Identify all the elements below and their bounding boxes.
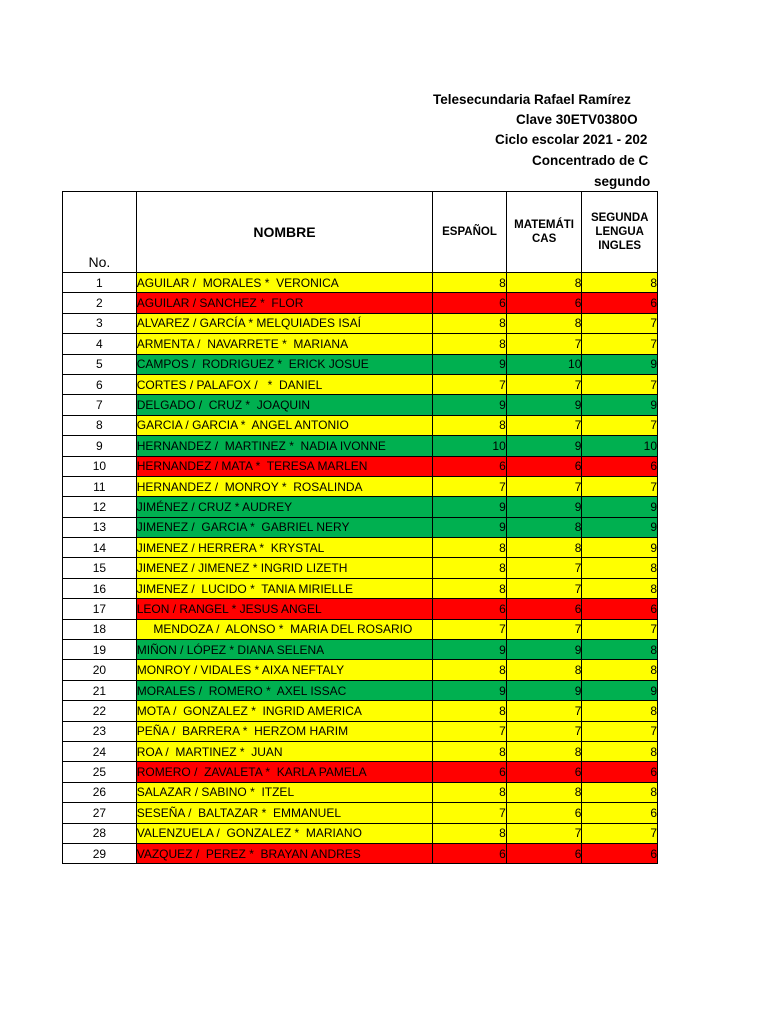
row-number-cell[interactable]: 22 [63, 701, 137, 721]
grade-matematicas-cell[interactable]: 8 [506, 660, 582, 680]
row-number-cell[interactable]: 28 [63, 823, 137, 843]
grade-matematicas-cell[interactable]: 9 [506, 395, 582, 415]
grade-matematicas-cell[interactable]: 8 [506, 517, 582, 537]
grade-ingles-cell[interactable]: 6 [582, 456, 658, 476]
grade-ingles-cell[interactable]: 9 [582, 354, 658, 374]
table-header-row [63, 192, 658, 273]
row-number-cell[interactable]: 5 [63, 354, 137, 374]
grade-matematicas-cell[interactable]: 6 [506, 843, 582, 863]
school-year: Ciclo escolar 2021 - 202 [495, 132, 648, 147]
grade-matematicas-cell[interactable]: 8 [506, 273, 582, 293]
table-row [63, 456, 658, 476]
student-name-cell[interactable]: AGUILAR / SANCHEZ * FLOR [136, 293, 433, 313]
grade-ingles-cell[interactable]: 7 [582, 721, 658, 741]
grade-matematicas-cell[interactable]: 9 [506, 436, 582, 456]
grade-ingles-cell[interactable]: 8 [582, 782, 658, 802]
grade-ingles-cell[interactable]: 7 [582, 476, 658, 496]
grade-espanol-cell[interactable]: 8 [433, 701, 507, 721]
grade-matematicas-cell[interactable]: 9 [506, 640, 582, 660]
grade-matematicas-cell[interactable]: 6 [506, 803, 582, 823]
grade-espanol-cell[interactable]: 8 [433, 782, 507, 802]
grade-espanol-cell[interactable]: 9 [433, 680, 507, 700]
table-row [63, 599, 658, 619]
grade-matematicas-cell[interactable]: 7 [506, 374, 582, 394]
row-number-cell[interactable]: 20 [63, 660, 137, 680]
grade-ingles-cell[interactable]: 9 [582, 538, 658, 558]
row-number-cell[interactable]: 17 [63, 599, 137, 619]
student-name-cell[interactable]: ROA / MARTINEZ * JUAN [136, 741, 433, 761]
student-name-cell[interactable]: VAZQUEZ / PEREZ * BRAYAN ANDRES [136, 843, 433, 863]
grade-matematicas-cell[interactable]: 7 [506, 721, 582, 741]
row-number-cell[interactable]: 26 [63, 782, 137, 802]
grade-ingles-cell[interactable]: 9 [582, 680, 658, 700]
grade-matematicas-cell[interactable]: 7 [506, 701, 582, 721]
table-row [63, 538, 658, 558]
grade-ingles-cell[interactable]: 6 [582, 293, 658, 313]
table-row [63, 313, 658, 333]
table-row [63, 640, 658, 660]
col-header-espanol[interactable]: ESPAÑOL [433, 192, 507, 273]
student-name-cell[interactable]: AGUILAR / MORALES * VERONICA [136, 273, 433, 293]
student-name-cell[interactable]: ALVAREZ / GARCÍA * MELQUIADES ISAÍ [136, 313, 433, 333]
student-name-cell[interactable]: GARCIA / GARCIA * ANGEL ANTONIO [136, 415, 433, 435]
student-name-cell[interactable]: LEON / RANGEL * JESUS ANGEL [136, 599, 433, 619]
grade-matematicas-cell[interactable]: 8 [506, 782, 582, 802]
grade-matematicas-cell[interactable]: 6 [506, 599, 582, 619]
grade-ingles-cell[interactable]: 6 [582, 599, 658, 619]
grade-espanol-cell[interactable]: 7 [433, 619, 507, 639]
grade-ingles-cell[interactable]: 9 [582, 497, 658, 517]
row-number-cell[interactable]: 24 [63, 741, 137, 761]
grade-espanol-cell[interactable]: 6 [433, 843, 507, 863]
grade-ingles-cell[interactable]: 7 [582, 823, 658, 843]
grade-ingles-cell[interactable]: 8 [582, 741, 658, 761]
grade-espanol-cell[interactable]: 8 [433, 273, 507, 293]
grade-espanol-cell[interactable]: 8 [433, 578, 507, 598]
row-number-cell[interactable]: 10 [63, 456, 137, 476]
table-row [63, 476, 658, 496]
grade-matematicas-cell[interactable]: 7 [506, 415, 582, 435]
student-name-cell[interactable]: JIMENEZ / JIMENEZ * INGRID LIZETH [136, 558, 433, 578]
row-number-cell[interactable]: 3 [63, 313, 137, 333]
table-row [63, 843, 658, 863]
table-row [63, 782, 658, 802]
grade-ingles-cell[interactable]: 8 [582, 701, 658, 721]
grade-espanol-cell[interactable]: 6 [433, 456, 507, 476]
student-name-cell[interactable]: MIÑON / LÓPEZ * DIANA SELENA [136, 640, 433, 660]
grade-espanol-cell[interactable]: 10 [433, 436, 507, 456]
grade-matematicas-cell[interactable]: 7 [506, 823, 582, 843]
row-number-cell[interactable]: 16 [63, 578, 137, 598]
grade-ingles-cell[interactable]: 8 [582, 660, 658, 680]
grade-ingles-cell[interactable]: 6 [582, 762, 658, 782]
col-header-matematicas[interactable]: MATEMÁTI CAS [506, 192, 582, 273]
grade-ingles-cell[interactable]: 8 [582, 558, 658, 578]
student-name-cell[interactable]: MORALES / ROMERO * AXEL ISSAC [136, 680, 433, 700]
grade-espanol-cell[interactable]: 8 [433, 334, 507, 354]
col-header-name[interactable]: NOMBRE [136, 192, 433, 273]
grade-espanol-cell[interactable]: 9 [433, 354, 507, 374]
col-header-ingles[interactable]: SEGUNDA LENGUA INGLES [582, 192, 658, 273]
grade-ingles-cell[interactable]: 6 [582, 803, 658, 823]
student-name-cell[interactable]: DELGADO / CRUZ * JOAQUIN [136, 395, 433, 415]
table-row [63, 701, 658, 721]
grade-matematicas-cell[interactable]: 6 [506, 762, 582, 782]
grade-matematicas-cell[interactable]: 7 [506, 619, 582, 639]
grade-espanol-cell[interactable]: 8 [433, 823, 507, 843]
grade-matematicas-cell[interactable]: 7 [506, 476, 582, 496]
table-row [63, 415, 658, 435]
student-name-cell[interactable]: JIMENEZ / HERRERA * KRYSTAL [136, 538, 433, 558]
grade-espanol-cell[interactable]: 8 [433, 741, 507, 761]
grade-matematicas-cell[interactable]: 8 [506, 538, 582, 558]
grade-espanol-cell[interactable]: 9 [433, 497, 507, 517]
grade-espanol-cell[interactable]: 7 [433, 721, 507, 741]
table-row [63, 721, 658, 741]
grade-espanol-cell[interactable]: 8 [433, 660, 507, 680]
grade-espanol-cell[interactable]: 9 [433, 395, 507, 415]
grade-ingles-cell[interactable]: 7 [582, 374, 658, 394]
row-number-cell[interactable]: 15 [63, 558, 137, 578]
student-name-cell[interactable]: HERNANDEZ / MATA * TERESA MARLEN [136, 456, 433, 476]
row-number-cell[interactable]: 27 [63, 803, 137, 823]
school-key: Clave 30ETV0380O [516, 112, 638, 127]
table-row [63, 578, 658, 598]
grade-ingles-cell[interactable]: 10 [582, 436, 658, 456]
report-title: Concentrado de C [532, 153, 649, 168]
table-row [63, 558, 658, 578]
grade-ingles-cell[interactable]: 8 [582, 578, 658, 598]
grade-level: segundo [594, 174, 651, 189]
grades-table [62, 191, 658, 864]
grade-espanol-cell[interactable]: 9 [433, 517, 507, 537]
grade-espanol-cell[interactable]: 7 [433, 476, 507, 496]
grade-espanol-cell[interactable]: 7 [433, 374, 507, 394]
table-row [63, 660, 658, 680]
grade-matematicas-cell[interactable]: 7 [506, 558, 582, 578]
table-row [63, 395, 658, 415]
row-number-cell[interactable]: 11 [63, 476, 137, 496]
grade-matematicas-cell[interactable]: 10 [506, 354, 582, 374]
row-number-cell[interactable]: 19 [63, 640, 137, 660]
grade-espanol-cell[interactable]: 6 [433, 293, 507, 313]
student-name-cell[interactable]: CAMPOS / RODRIGUEZ * ERICK JOSUE [136, 354, 433, 374]
grade-matematicas-cell[interactable]: 7 [506, 334, 582, 354]
grade-espanol-cell[interactable]: 6 [433, 762, 507, 782]
row-number-cell[interactable]: 12 [63, 497, 137, 517]
grade-ingles-cell[interactable]: 8 [582, 640, 658, 660]
grade-ingles-cell[interactable]: 7 [582, 415, 658, 435]
grade-matematicas-cell[interactable]: 9 [506, 497, 582, 517]
table-row [63, 436, 658, 456]
grade-ingles-cell[interactable]: 9 [582, 395, 658, 415]
table-row [63, 334, 658, 354]
row-number-cell[interactable]: 9 [63, 436, 137, 456]
table-row [63, 762, 658, 782]
row-number-cell[interactable]: 21 [63, 680, 137, 700]
row-number-cell[interactable]: 29 [63, 843, 137, 863]
row-number-cell[interactable]: 1 [63, 273, 137, 293]
student-name-cell[interactable]: CORTES / PALAFOX / * DANIEL [136, 374, 433, 394]
student-name-cell[interactable]: MENDOZA / ALONSO * MARIA DEL ROSARIO [136, 619, 433, 639]
table-row [63, 680, 658, 700]
row-number-cell[interactable]: 13 [63, 517, 137, 537]
table-row [63, 273, 658, 293]
student-name-cell[interactable]: JIMENEZ / GARCIA * GABRIEL NERY [136, 517, 433, 537]
student-name-cell[interactable]: SESEÑA / BALTAZAR * EMMANUEL [136, 803, 433, 823]
student-name-cell[interactable]: MOTA / GONZALEZ * INGRID AMERICA [136, 701, 433, 721]
table-row [63, 517, 658, 537]
grade-espanol-cell[interactable]: 6 [433, 599, 507, 619]
row-number-cell[interactable]: 2 [63, 293, 137, 313]
grade-matematicas-cell[interactable]: 9 [506, 680, 582, 700]
table-row [63, 374, 658, 394]
grade-matematicas-cell[interactable]: 6 [506, 456, 582, 476]
table-row [63, 803, 658, 823]
student-name-cell[interactable]: JIMENEZ / LUCIDO * TANIA MIRIELLE [136, 578, 433, 598]
table-row [63, 293, 658, 313]
student-name-cell[interactable]: ROMERO / ZAVALETA * KARLA PAMELA [136, 762, 433, 782]
row-number-cell[interactable]: 14 [63, 538, 137, 558]
student-name-cell[interactable]: MONROY / VIDALES * AIXA NEFTALY [136, 660, 433, 680]
student-name-cell[interactable]: SALAZAR / SABINO * ITZEL [136, 782, 433, 802]
grade-ingles-cell[interactable]: 7 [582, 619, 658, 639]
grade-ingles-cell[interactable]: 7 [582, 313, 658, 333]
row-number-cell[interactable]: 7 [63, 395, 137, 415]
student-name-cell[interactable]: HERNANDEZ / MARTINEZ * NADIA IVONNE [136, 436, 433, 456]
student-name-cell[interactable]: HERNANDEZ / MONROY * ROSALINDA [136, 476, 433, 496]
grade-matematicas-cell[interactable]: 7 [506, 578, 582, 598]
grade-espanol-cell[interactable]: 8 [433, 415, 507, 435]
grade-ingles-cell[interactable]: 6 [582, 843, 658, 863]
row-number-cell[interactable]: 25 [63, 762, 137, 782]
grade-ingles-cell[interactable]: 7 [582, 334, 658, 354]
table-body [63, 273, 658, 864]
grade-espanol-cell[interactable]: 7 [433, 803, 507, 823]
school-name: Telesecundaria Rafael Ramírez [433, 92, 631, 107]
grade-ingles-cell[interactable]: 8 [582, 273, 658, 293]
student-name-cell[interactable]: VALENZUELA / GONZALEZ * MARIANO [136, 823, 433, 843]
grade-espanol-cell[interactable]: 8 [433, 313, 507, 333]
table-row [63, 497, 658, 517]
grade-matematicas-cell[interactable]: 8 [506, 741, 582, 761]
student-name-cell[interactable]: JIMÉNEZ / CRUZ * AUDREY [136, 497, 433, 517]
grade-espanol-cell[interactable]: 8 [433, 538, 507, 558]
student-name-cell[interactable]: PEÑA / BARRERA * HERZOM HARIM [136, 721, 433, 741]
report-header [0, 0, 658, 190]
grade-espanol-cell[interactable]: 9 [433, 640, 507, 660]
table-row [63, 823, 658, 843]
row-number-cell[interactable]: 8 [63, 415, 137, 435]
row-number-cell[interactable]: 23 [63, 721, 137, 741]
row-number-cell[interactable]: 6 [63, 374, 137, 394]
row-number-cell[interactable]: 18 [63, 619, 137, 639]
table-row [63, 619, 658, 639]
grade-ingles-cell[interactable]: 9 [582, 517, 658, 537]
grade-espanol-cell[interactable]: 8 [433, 558, 507, 578]
grade-matematicas-cell[interactable]: 6 [506, 293, 582, 313]
grade-matematicas-cell[interactable]: 8 [506, 313, 582, 333]
table-row [63, 741, 658, 761]
col-header-no[interactable]: No. [63, 192, 137, 273]
row-number-cell[interactable]: 4 [63, 334, 137, 354]
table-row [63, 354, 658, 374]
student-name-cell[interactable]: ARMENTA / NAVARRETE * MARIANA [136, 334, 433, 354]
